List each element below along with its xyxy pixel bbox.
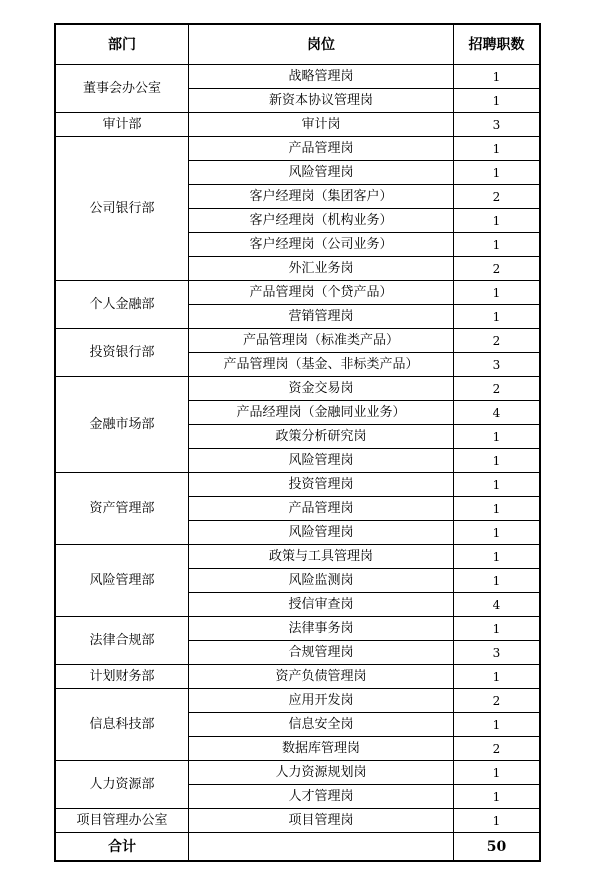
count-cell: 1 [454, 809, 540, 833]
table-row [56, 377, 540, 401]
table-row [56, 809, 540, 833]
position-cell: 产品经理岗（金融同业业务） [189, 401, 454, 425]
department-cell: 计划财务部 [56, 665, 189, 689]
position-cell: 项目管理岗 [189, 809, 454, 833]
recruitment-table [55, 24, 540, 861]
position-cell: 人才管理岗 [189, 785, 454, 809]
position-cell: 营销管理岗 [189, 305, 454, 329]
count-cell: 1 [454, 281, 540, 305]
department-cell: 风险管理部 [56, 545, 189, 617]
position-cell: 政策与工具管理岗 [189, 545, 454, 569]
count-cell: 3 [454, 353, 540, 377]
table-row [56, 113, 540, 137]
department-cell: 投资银行部 [56, 329, 189, 377]
position-cell: 风险监测岗 [189, 569, 454, 593]
count-cell: 1 [454, 305, 540, 329]
position-cell: 风险管理岗 [189, 521, 454, 545]
total-position [189, 833, 454, 861]
count-cell: 3 [454, 641, 540, 665]
total-count: 50 [454, 833, 540, 861]
count-cell: 3 [454, 113, 540, 137]
count-cell: 2 [454, 257, 540, 281]
position-cell: 产品管理岗（基金、非标类产品） [189, 353, 454, 377]
count-cell: 1 [454, 761, 540, 785]
position-cell: 风险管理岗 [189, 161, 454, 185]
count-cell: 1 [454, 209, 540, 233]
table-row [56, 665, 540, 689]
count-cell: 4 [454, 593, 540, 617]
department-cell: 金融市场部 [56, 377, 189, 473]
count-cell: 2 [454, 377, 540, 401]
count-cell: 1 [454, 89, 540, 113]
position-cell: 外汇业务岗 [189, 257, 454, 281]
position-cell: 政策分析研究岗 [189, 425, 454, 449]
position-cell: 新资本协议管理岗 [189, 89, 454, 113]
department-cell: 资产管理部 [56, 473, 189, 545]
table-row [56, 137, 540, 161]
count-cell: 1 [454, 665, 540, 689]
count-cell: 1 [454, 569, 540, 593]
position-cell: 合规管理岗 [189, 641, 454, 665]
position-cell: 授信审查岗 [189, 593, 454, 617]
table-row [56, 281, 540, 305]
total-label: 合计 [56, 833, 189, 861]
position-cell: 产品管理岗（标准类产品） [189, 329, 454, 353]
department-cell: 审计部 [56, 113, 189, 137]
position-cell: 资金交易岗 [189, 377, 454, 401]
position-cell: 数据库管理岗 [189, 737, 454, 761]
count-cell: 1 [454, 713, 540, 737]
table-row [56, 473, 540, 497]
table-row [56, 617, 540, 641]
table-row [56, 689, 540, 713]
count-cell: 4 [454, 401, 540, 425]
department-cell: 法律合规部 [56, 617, 189, 665]
count-cell: 2 [454, 737, 540, 761]
position-cell: 资产负债管理岗 [189, 665, 454, 689]
position-cell: 产品管理岗 [189, 497, 454, 521]
total-row [56, 833, 540, 861]
table-row [56, 545, 540, 569]
count-cell: 1 [454, 425, 540, 449]
count-cell: 1 [454, 497, 540, 521]
count-cell: 1 [454, 521, 540, 545]
department-cell: 信息科技部 [56, 689, 189, 761]
position-cell: 客户经理岗（机构业务） [189, 209, 454, 233]
position-cell: 投资管理岗 [189, 473, 454, 497]
department-cell: 项目管理办公室 [56, 809, 189, 833]
position-cell: 人力资源规划岗 [189, 761, 454, 785]
position-cell: 产品管理岗 [189, 137, 454, 161]
count-cell: 2 [454, 689, 540, 713]
header-department: 部门 [56, 25, 189, 65]
header-count: 招聘职数 [454, 25, 540, 65]
position-cell: 客户经理岗（公司业务） [189, 233, 454, 257]
count-cell: 1 [454, 233, 540, 257]
position-cell: 风险管理岗 [189, 449, 454, 473]
count-cell: 1 [454, 617, 540, 641]
count-cell: 2 [454, 329, 540, 353]
department-cell: 公司银行部 [56, 137, 189, 281]
table-row [56, 761, 540, 785]
position-cell: 战略管理岗 [189, 65, 454, 89]
header-position: 岗位 [189, 25, 454, 65]
count-cell: 1 [454, 785, 540, 809]
table-body [56, 65, 540, 833]
count-cell: 1 [454, 545, 540, 569]
department-cell: 董事会办公室 [56, 65, 189, 113]
count-cell: 1 [454, 449, 540, 473]
header-row [56, 25, 540, 65]
count-cell: 1 [454, 473, 540, 497]
position-cell: 法律事务岗 [189, 617, 454, 641]
position-cell: 应用开发岗 [189, 689, 454, 713]
department-cell: 个人金融部 [56, 281, 189, 329]
position-cell: 客户经理岗（集团客户） [189, 185, 454, 209]
count-cell: 1 [454, 65, 540, 89]
count-cell: 2 [454, 185, 540, 209]
count-cell: 1 [454, 137, 540, 161]
position-cell: 信息安全岗 [189, 713, 454, 737]
table-row [56, 329, 540, 353]
position-cell: 审计岗 [189, 113, 454, 137]
count-cell: 1 [454, 161, 540, 185]
department-cell: 人力资源部 [56, 761, 189, 809]
table-row [56, 65, 540, 89]
position-cell: 产品管理岗（个贷产品） [189, 281, 454, 305]
